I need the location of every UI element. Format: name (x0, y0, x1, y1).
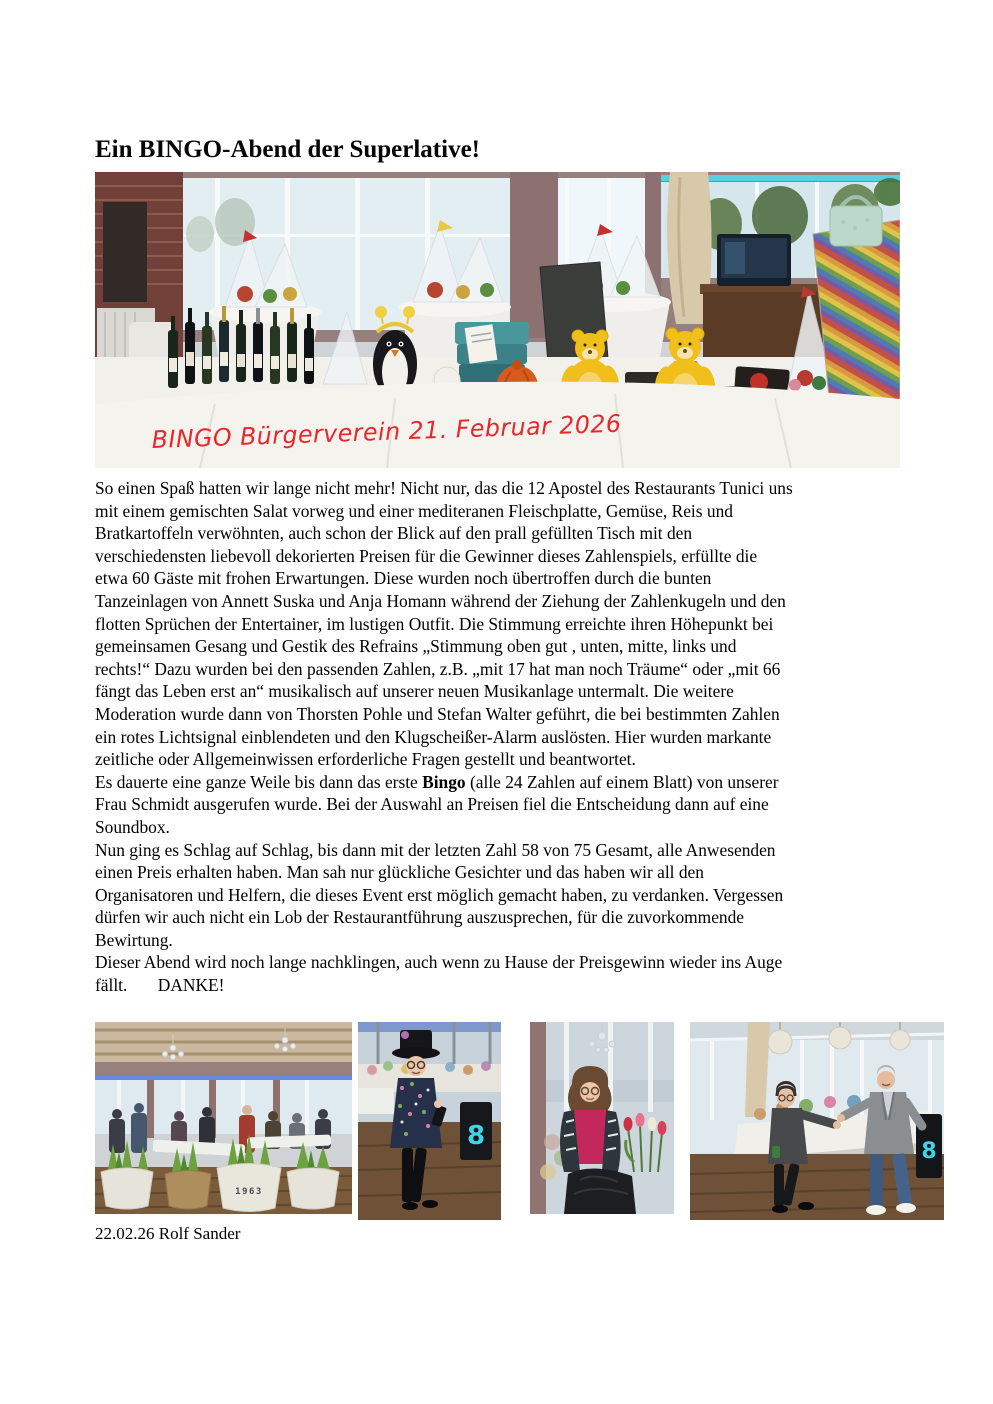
body-line: Organisatoren und Helfern, die dieses Event erst möglich gemacht haben, zu verdanken. Vergessen (95, 884, 784, 905)
body-line: Bewirtung. (95, 929, 173, 950)
bingo-line-pre: Es dauerte eine ganze Weile bis dann das erste (95, 771, 423, 792)
body-line: flotten Sprüchen der Entertainer, im lustigen Outfit. Die Stimmung erreichte ihren Höhepunkt bei (95, 613, 774, 634)
body-line: ein rotes Lichtsignal einblendeten und den Klugscheißer-Alarm auslösten. Hier wurden markante (95, 726, 772, 747)
planter-year-label: 1963 (235, 1187, 263, 1197)
body-line: So einen Spaß hatten wir lange nicht mehr! Nicht nur, das die 12 Apostel des Restaurants Tunici uns (95, 478, 793, 498)
photo-hosts-prize-table (690, 1022, 944, 1220)
body-line: Moderation wurde dann von Thorsten Pohle und Stefan Walter geführt, die bei bestimmten Zahlen (95, 703, 780, 724)
photo-dining-room-guests (95, 1022, 352, 1214)
body-line: gemeinsamen Gesang und Gestik des Refrains „Stimmung oben gut , unten, mitte, links und (95, 636, 737, 657)
wall-pillar (530, 1022, 546, 1214)
body-line: fängt das Leben erst an“ musikalisch auf unserer neuen Musikanlage untermalt. Die weitere (95, 681, 734, 702)
body-line: fällt. DANKE! (95, 975, 225, 996)
bingo-line-post: (alle 24 Zahlen auf einem Blatt) von unserer (465, 771, 779, 792)
article-text (95, 477, 910, 997)
body-line: etwa 60 Gäste mit frohen Erwartungen. Diese wurden noch übertroffen durch die bunten (95, 568, 712, 589)
body-line: Soundbox. (95, 816, 170, 837)
photo-credit: 22.02.26 Rolf Sander (95, 1224, 241, 1243)
body-line: Frau Schmidt ausgerufen wurde. Bei der Auswahl an Preisen fiel die Entscheidung dann auf eine (95, 794, 769, 815)
jacket-on-chair (564, 1168, 636, 1214)
body-line: Tanzeinlagen von Annett Suska und Anja Homann während der Ziehung der Zahlenkugeln und den (95, 590, 786, 611)
neon-digit: 8 (921, 1139, 937, 1164)
body-line: Bratkartoffeln verwöhnten, auch schon der Blick auf den prall gefüllten Tisch mit den (95, 523, 693, 544)
photo-overlay-caption: BINGO Bürgerverein 21. Februar 2026 (151, 409, 629, 454)
photo-entertainer-top-hat (358, 1022, 501, 1220)
blue-led-strip (95, 1076, 352, 1080)
body-line: mit einem gemischten Salat vorweg und einer mediteranen Fleischplatte, Gemüse, Reis und (95, 500, 733, 521)
speaker-with-neon-8 (460, 1102, 492, 1160)
body-line-bingo (95, 771, 910, 794)
body-line: Nun ging es Schlag auf Schlag, bis dann mit der letzten Zahl 58 von 75 Gesamt, alle Anwesenden (95, 839, 776, 860)
wood-ceiling (95, 1022, 352, 1062)
body-line: dürfen wir auch nicht ein Lob der Restaurantführung auszusprechen, für die zuvorkommende (95, 907, 745, 928)
page-title: Ein BINGO-Abend der Superlative! (95, 136, 480, 163)
bingo-bold-word: Bingo (422, 771, 466, 792)
body-line: einen Preis erhalten haben. Man sah nur glückliche Gesichter und das haben wir all den (95, 862, 704, 883)
main-photo-prize-tables (95, 172, 900, 468)
neon-digit: 8 (466, 1121, 486, 1151)
body-line: verschiedensten liebevoll dekorierten Preisen für die Gewinner dieses Zahlenspiels, erfüllte die (95, 545, 758, 566)
body-line: rechts!“ Dazu wurden bei den passenden Zahlen, z.B. „mit 17 hat man noch Träume“ oder „mit 66 (95, 658, 781, 679)
body-line: zeitliche oder Allgemeinwissen erforderliche Fragen gestellt und beantwortet. (95, 749, 636, 770)
photo-winner-pink-top (530, 1022, 674, 1214)
body-line: Dieser Abend wird noch lange nachklingen, auch wenn zu Hause der Preisgewinn wieder ins Auge (95, 952, 783, 973)
